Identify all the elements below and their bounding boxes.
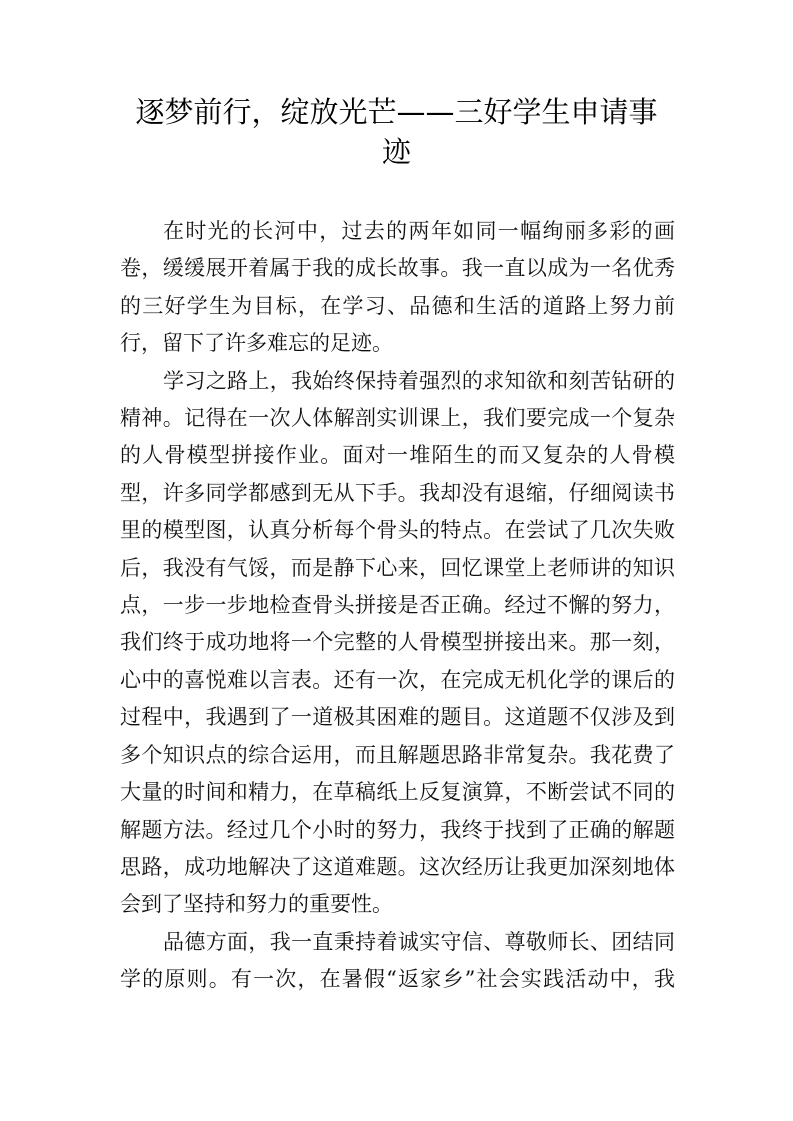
text-line: 里的模型图，认真分析每个骨头的特点。在尝试了几次失败 [120,518,675,543]
text-line: 多个知识点的综合运用，而且解题思路非常复杂。我花费了 [120,742,675,767]
text-line: 心中的喜悦难以言表。还有一次，在完成无机化学的课后的 [120,667,675,692]
title-line: 逐梦前行，绽放光芒——三好学生申请事 [135,95,658,129]
text-line: 型，许多同学都感到无从下手。我却没有退缩，仔细阅读书 [120,480,675,505]
text-line: 行，留下了许多难忘的足迹。 [120,331,393,356]
paragraph-2 [120,363,675,924]
text-line: 在时光的长河中，过去的两年如同一幅绚丽多彩的画 [163,219,675,243]
text-line: 点，一步一步地检查骨头拼接是否正确。经过不懈的努力， [120,593,675,618]
text-line: 品德方面，我一直秉持着诚实守信、尊敬师长、团结同 [163,929,675,954]
paragraph-1 [120,213,675,363]
text-line: 的人骨模型拼接作业。面对一堆陌生的而又复杂的人骨模 [120,443,675,468]
text-line: 后，我没有气馁，而是静下心来，回忆课堂上老师讲的知识 [120,555,675,580]
text-line: 卷，缓缓展开着属于我的成长故事。我一直以成为一名优秀 [120,256,675,281]
document-body [120,213,675,999]
text-line: 思路，成功地解决了这道难题。这次经历让我更加深刻地体 [120,854,675,879]
text-line: 解题方法。经过几个小时的努力，我终于找到了正确的解题 [120,817,675,842]
text-line: 大量的时间和精力，在草稿纸上反复演算，不断尝试不同的 [120,780,675,805]
text-line: 学的原则。有一次，在暑假“返家乡”社会实践活动中，我 [120,967,675,992]
text-line: 精神。记得在一次人体解剖实训课上，我们要完成一个复杂 [120,406,675,431]
text-line: 学习之路上，我始终保持着强烈的求知欲和刻苦钻研的 [163,368,675,393]
title-line: 迹 [381,135,411,169]
text-line: 会到了坚持和努力的重要性。 [120,892,393,917]
text-line: 我们终于成功地将一个完整的人骨模型拼接出来。那一刻， [120,630,675,655]
text-line: 的三好学生为目标，在学习、品德和生活的道路上努力前 [120,293,675,318]
paragraph-3 [120,924,675,999]
text-line: 过程中，我遇到了一道极其困难的题目。这道题不仅涉及到 [120,705,675,730]
document-title [0,92,793,172]
